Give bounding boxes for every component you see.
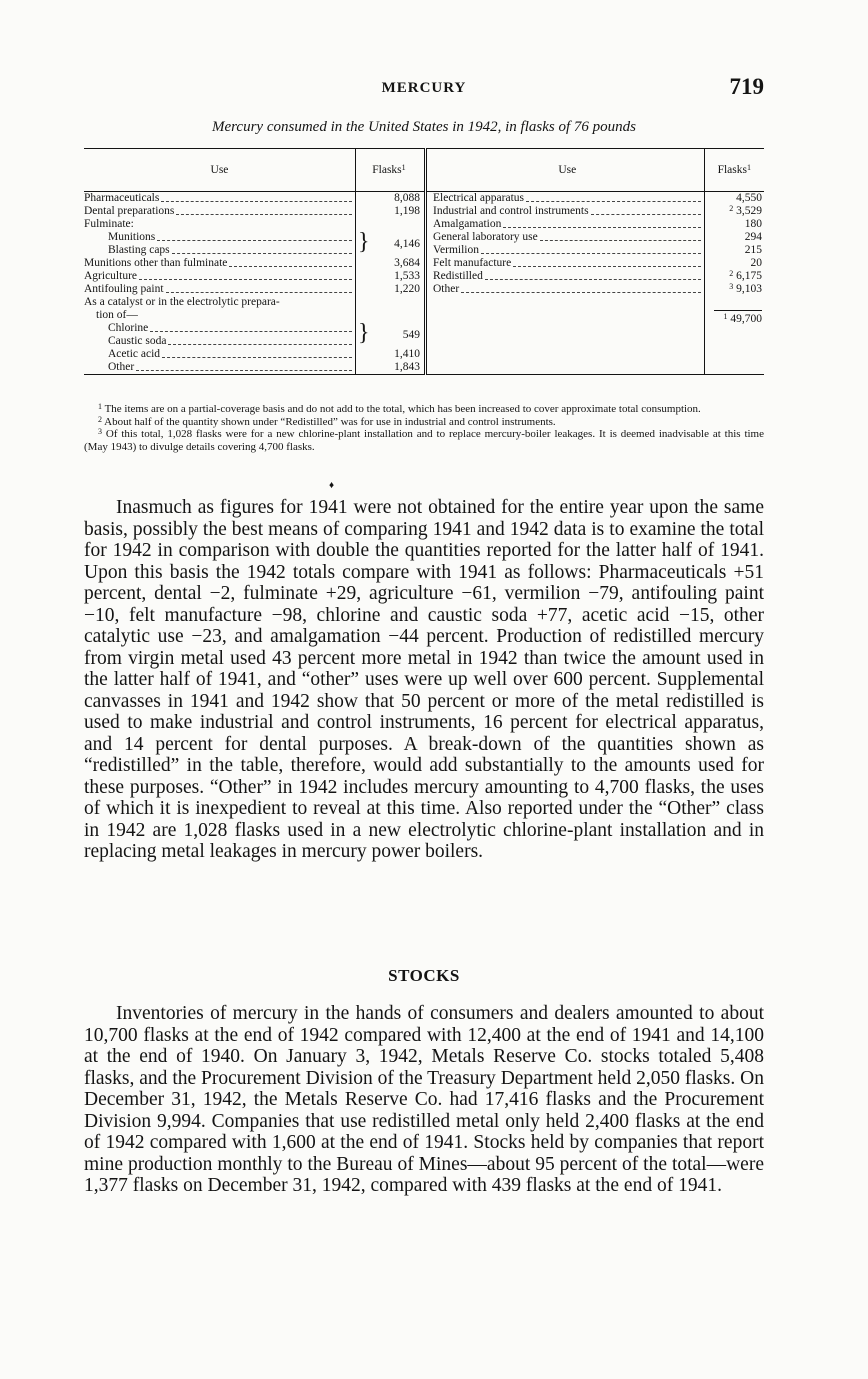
table-footnotes — [84, 403, 764, 453]
flask-value: 1,843 — [394, 361, 420, 373]
flask-value-grouped: } 4,146 — [356, 231, 420, 257]
flask-value: 1,410 — [394, 348, 420, 360]
table-row: General laboratory use — [433, 231, 704, 244]
table-row: Felt manufacture — [433, 257, 704, 270]
header-use-left: Use — [84, 149, 355, 192]
footnote: $^3$ Of this total, 1,028 flasks were for a new chlorine-plant installation and to replace mercury-boiler leakages. It is deemed inadvisable at this time (May 1943) to divulge details covering 4,700 flasks. — [84, 427, 764, 453]
running-head — [84, 74, 764, 104]
table-row: Other — [84, 361, 355, 374]
table-caption: Mercury consumed in the United States in 1942, in flasks of 76 pounds — [212, 119, 636, 135]
paragraph-text: Inasmuch as figures for 1941 were not obtained for the entire year upon the same basis, possibly the best means of comparing 1941 and 1942 data is to examine the total for 1942 in comparison with double the quantities reported for the latter half of 1941. Upon this basis the 1942 totals compare with 1941 as follows: Pharmaceuticals +51 percent, dental −2, fulminate +29, agriculture −61, vermilion −79, antifouling paint −10, felt manufacture −98, chlorine and caustic soda +77, acetic acid −15, other catalytic use −23, and amalgamation −44 percent. Production of redistilled mercury from virgin metal used 43 percent more metal in 1942 than twice the amount used in the latter half of 1941, and “other” uses were up well over 600 percent. Supplemental canvasses in 1941 and 1942 show that 50 percent or more of the metal redistilled is used to make industrial and control instruments, 16 percent for electrical apparatus, and 14 percent for dental purposes. A break-down of the quantities shown as “redistilled” in the table, therefore, would add substantially to the amounts used for these purposes. “Other” in 1942 includes mercury amounting to 4,700 flasks, the uses of which it is inexpedient to reveal at this time. Also reported under the “Other” class in 1942 are 1,028 flasks used in a new electrolytic chlorine-plant installation and in replacing metal leakages in mercury power boilers. — [84, 497, 764, 862]
section-heading-stocks: STOCKS — [388, 966, 460, 985]
table-row: Acetic acid — [84, 348, 355, 361]
table-row: Munitions — [84, 231, 355, 244]
flask-value: 180 — [744, 218, 762, 230]
right-flasks-column — [704, 192, 764, 375]
left-use-column — [84, 192, 355, 375]
table-row: As a catalyst or in the electrolytic prepara- — [84, 296, 280, 308]
table-row: Other — [433, 283, 704, 296]
paragraph-text: Inventories of mercury in the hands of consumers and dealers amounted to about 10,700 flasks at the end of 1942 compared with 12,400 at the end of 1941 and 14,100 at the end of 1940. On January 3, 1942, Metals Reserve Co. stocks totaled 5,408 flasks, and the Procurement Division of the Treasury Department held 2,050 flasks. On December 31, 1942, the Metals Reserve Co. had 17,416 flasks and the Procurement Division 9,994. Companies that use redistilled metal only held 2,400 flasks at the end of 1942 compared with 1,600 at the end of 1941. Stocks held by companies that report mine production monthly to the Bureau of Mines—about 95 percent of the total—were 1,377 flasks on December 31, 1942, compared with 439 flasks at the end of 1941. — [84, 1003, 764, 1196]
table-row: Pharmaceuticals — [84, 192, 355, 205]
consumption-table — [84, 148, 764, 375]
flask-total: $^1$ 49,700 — [714, 310, 762, 326]
flask-value: 4,550 — [736, 192, 762, 204]
body-paragraph-comparison — [84, 497, 764, 863]
right-use-column — [426, 192, 705, 375]
left-flasks-column — [355, 192, 425, 375]
table-row: tion of— — [96, 309, 138, 321]
table-row: Vermilion — [433, 244, 704, 257]
page-number: 719 — [729, 74, 764, 99]
table-row: Agriculture — [84, 270, 355, 283]
table-row: Chlorine — [84, 322, 355, 335]
table-row: Industrial and control instruments — [433, 205, 704, 218]
print-mark-icon: ♦ — [329, 480, 335, 491]
table-row: Amalgamation — [433, 218, 704, 231]
table-row: Caustic soda — [84, 335, 355, 348]
footnote: $^1$ The items are on a partial-coverage basis and do not add to the total, which has been increased to cover approximate total consumption. — [98, 402, 701, 415]
body-paragraph-stocks — [84, 1003, 764, 1197]
running-title: MERCURY — [381, 80, 467, 96]
flask-value-grouped: } 549 — [356, 322, 420, 348]
flask-value: 1,533 — [394, 270, 420, 282]
table-row: Dental preparations — [84, 205, 355, 218]
flask-value: $^2$ 6,175 — [729, 269, 762, 282]
flask-value: 215 — [744, 244, 762, 256]
table-row: Antifouling paint — [84, 283, 355, 296]
table-row: Redistilled — [433, 270, 704, 283]
footnote: $^2$ About half of the quantity shown under “Redistilled” was for use in industrial and control instruments. — [98, 414, 556, 428]
header-flasks-left: Flasks$^1$ — [355, 149, 425, 192]
flask-value: 1,198 — [394, 205, 420, 217]
table-row: Munitions other than fulminate — [84, 257, 355, 270]
table-row: Blasting caps — [84, 244, 355, 257]
flask-value: 20 — [750, 257, 762, 269]
table-row: Electrical apparatus — [433, 192, 704, 205]
table-row: Fulminate: — [84, 218, 134, 230]
flask-value: 3,684 — [394, 257, 420, 269]
flask-value: 294 — [744, 231, 762, 243]
header-use-right: Use — [426, 149, 705, 192]
flask-value: $^2$ 3,529 — [729, 204, 762, 217]
flask-value: 8,088 — [394, 192, 420, 204]
flask-value-blank — [356, 296, 420, 309]
flask-value: 1,220 — [394, 283, 420, 295]
header-flasks-right: Flasks$^1$ — [704, 149, 764, 192]
flask-value: $^3$ 9,103 — [729, 282, 762, 295]
consumption-table-area — [84, 148, 764, 375]
